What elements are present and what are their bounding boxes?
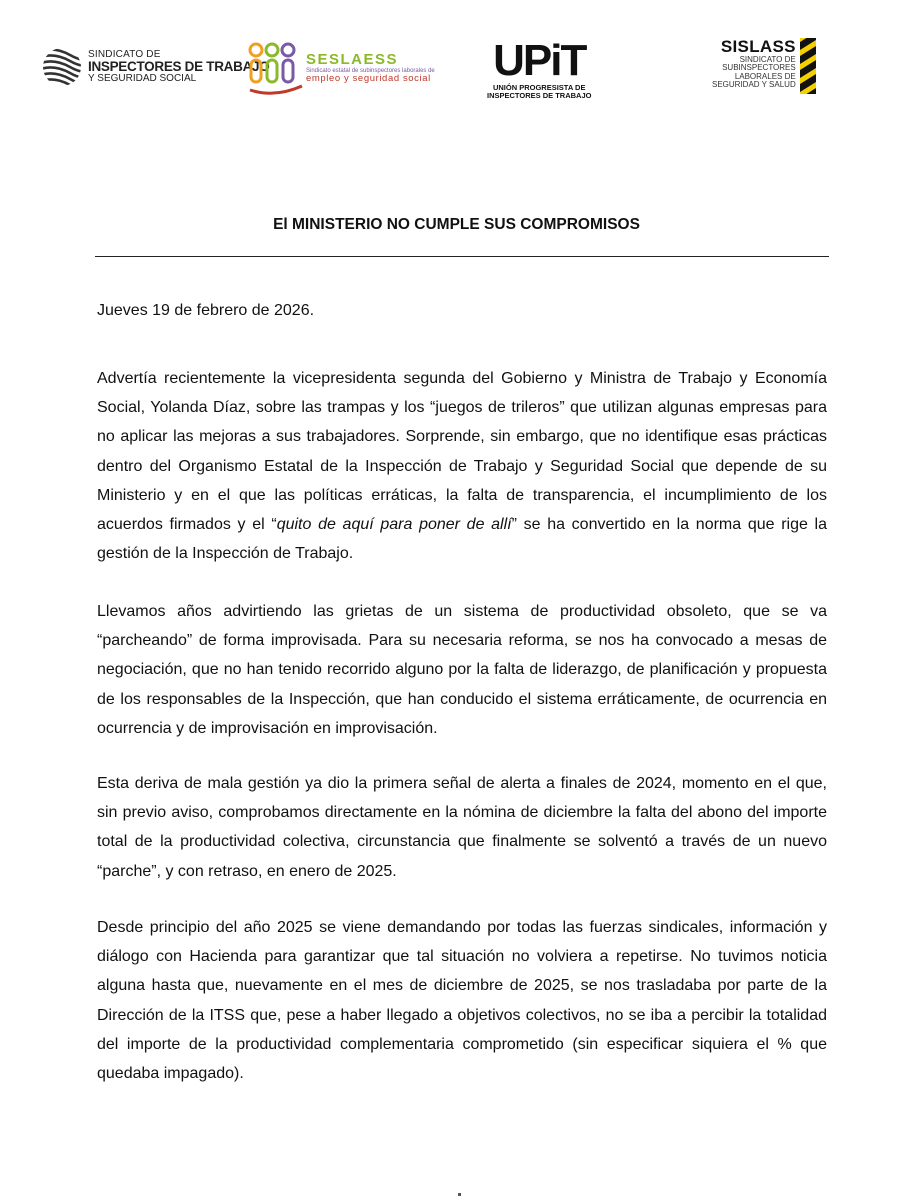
seslaess-logo (246, 40, 435, 96)
title-divider (95, 256, 829, 257)
sitss-line1: SINDICATO DE (88, 49, 161, 61)
hazard-stripes-icon (800, 38, 816, 94)
seslaess-line1: SESLAESS (306, 50, 399, 68)
upit-line2: INSPECTORES DE TRABAJO (487, 91, 592, 101)
paragraph-1-italic-quote: quito de aquí para poner de allí (276, 516, 512, 534)
sislass-line4: LABORALES DE (734, 71, 796, 81)
paragraph-1-text: Advertía recientemente la vicepresidenta segunda del Gobierno y Ministra de Trabajo y Economía Social, Yolanda Díaz, sobre las trampas y los “juegos de trileros” que utilizan algunas empresas para no aplicar las mejoras a sus trabajadores. Sorprende, sin embargo, que no identifique esas prácticas dentro del Organismo Estatal de la Inspección de Trabajo y Seguridad Social que depende de su Ministerio y en el que las políticas erráticas, la falta de transparencia, el incumplimiento de los acuerdos firmados y el “ (97, 370, 827, 534)
document-title: El MINISTERIO NO CUMPLE SUS COMPROMISOS (273, 216, 640, 233)
seslaess-line3: empleo y seguridad social (306, 73, 431, 85)
linked-people-icon (246, 40, 304, 96)
document-date: Jueves 19 de febrero de 2026. (97, 302, 315, 319)
sislass-line3: SUBINSPECTORES (722, 63, 796, 73)
sitss-logo (40, 45, 269, 89)
upit-wordmark: UPiT (493, 36, 586, 85)
sislass-line1: SISLASS (720, 37, 796, 56)
seslaess-line2: Sindicato estatal de subinspectores laborales de (306, 67, 435, 74)
paragraph-1 (97, 364, 827, 568)
sitss-line3: Y SEGURIDAD SOCIAL (88, 72, 197, 84)
sitss-line2: INSPECTORES DE TRABAJO (88, 59, 270, 75)
sislass-line2: SINDICATO DE (739, 54, 796, 64)
upit-logo (487, 36, 592, 101)
paragraph-1-text-end: ” se ha convertido en la norma que rige la gestión de la Inspección de Trabajo. (97, 516, 828, 563)
paragraph-2: Llevamos años advirtiendo las grietas de un sistema de productividad obsoleto, que se va “parcheando” de forma improvisada. Para su necesaria reforma, se nos ha convocado a mesas de negociación, que no han tenido recorrido alguno por la falta de liderazgo, de planificación y propuesta de los responsables de la Inspección, que han conducido el sistema erráticamente, de ocurrencia en ocurrencia y de improvisación en improvisación. (97, 603, 827, 737)
upit-line1: UNIÓN PROGRESISTA DE (492, 82, 586, 92)
sislass-line5: SEGURIDAD Y SALUD (712, 80, 796, 90)
page-mark (458, 1193, 461, 1196)
paragraph-4: Desde principio del año 2025 se viene demandando por todas las fuerzas sindicales, información y diálogo con Hacienda para garantizar que tal situación no volviera a repetirse. No tuvimos noticia alguna hasta que, nuevamente en el mes de diciembre de 2025, se nos trasladaba por parte de la Dirección de la ITSS que, pese a haber llegado a objetivos colectivos, no se iba a percibir la totalidad del importe de la productividad complementaria comprometido (sin especificar siquiera el % que quedaba impagado). (97, 919, 827, 1083)
paragraph-3: Esta deriva de mala gestión ya dio la primera señal de alerta a finales de 2024, momento en el que, sin previo aviso, comprobamos directamente en la nómina de diciembre la falta del abono del importe total de la productividad colectiva, circunstancia que finalmente se solventó a través de un nuevo “parche”, y con retraso, en enero de 2025. (97, 775, 827, 880)
sislass-logo (712, 38, 816, 94)
striped-globe-icon (40, 45, 84, 89)
